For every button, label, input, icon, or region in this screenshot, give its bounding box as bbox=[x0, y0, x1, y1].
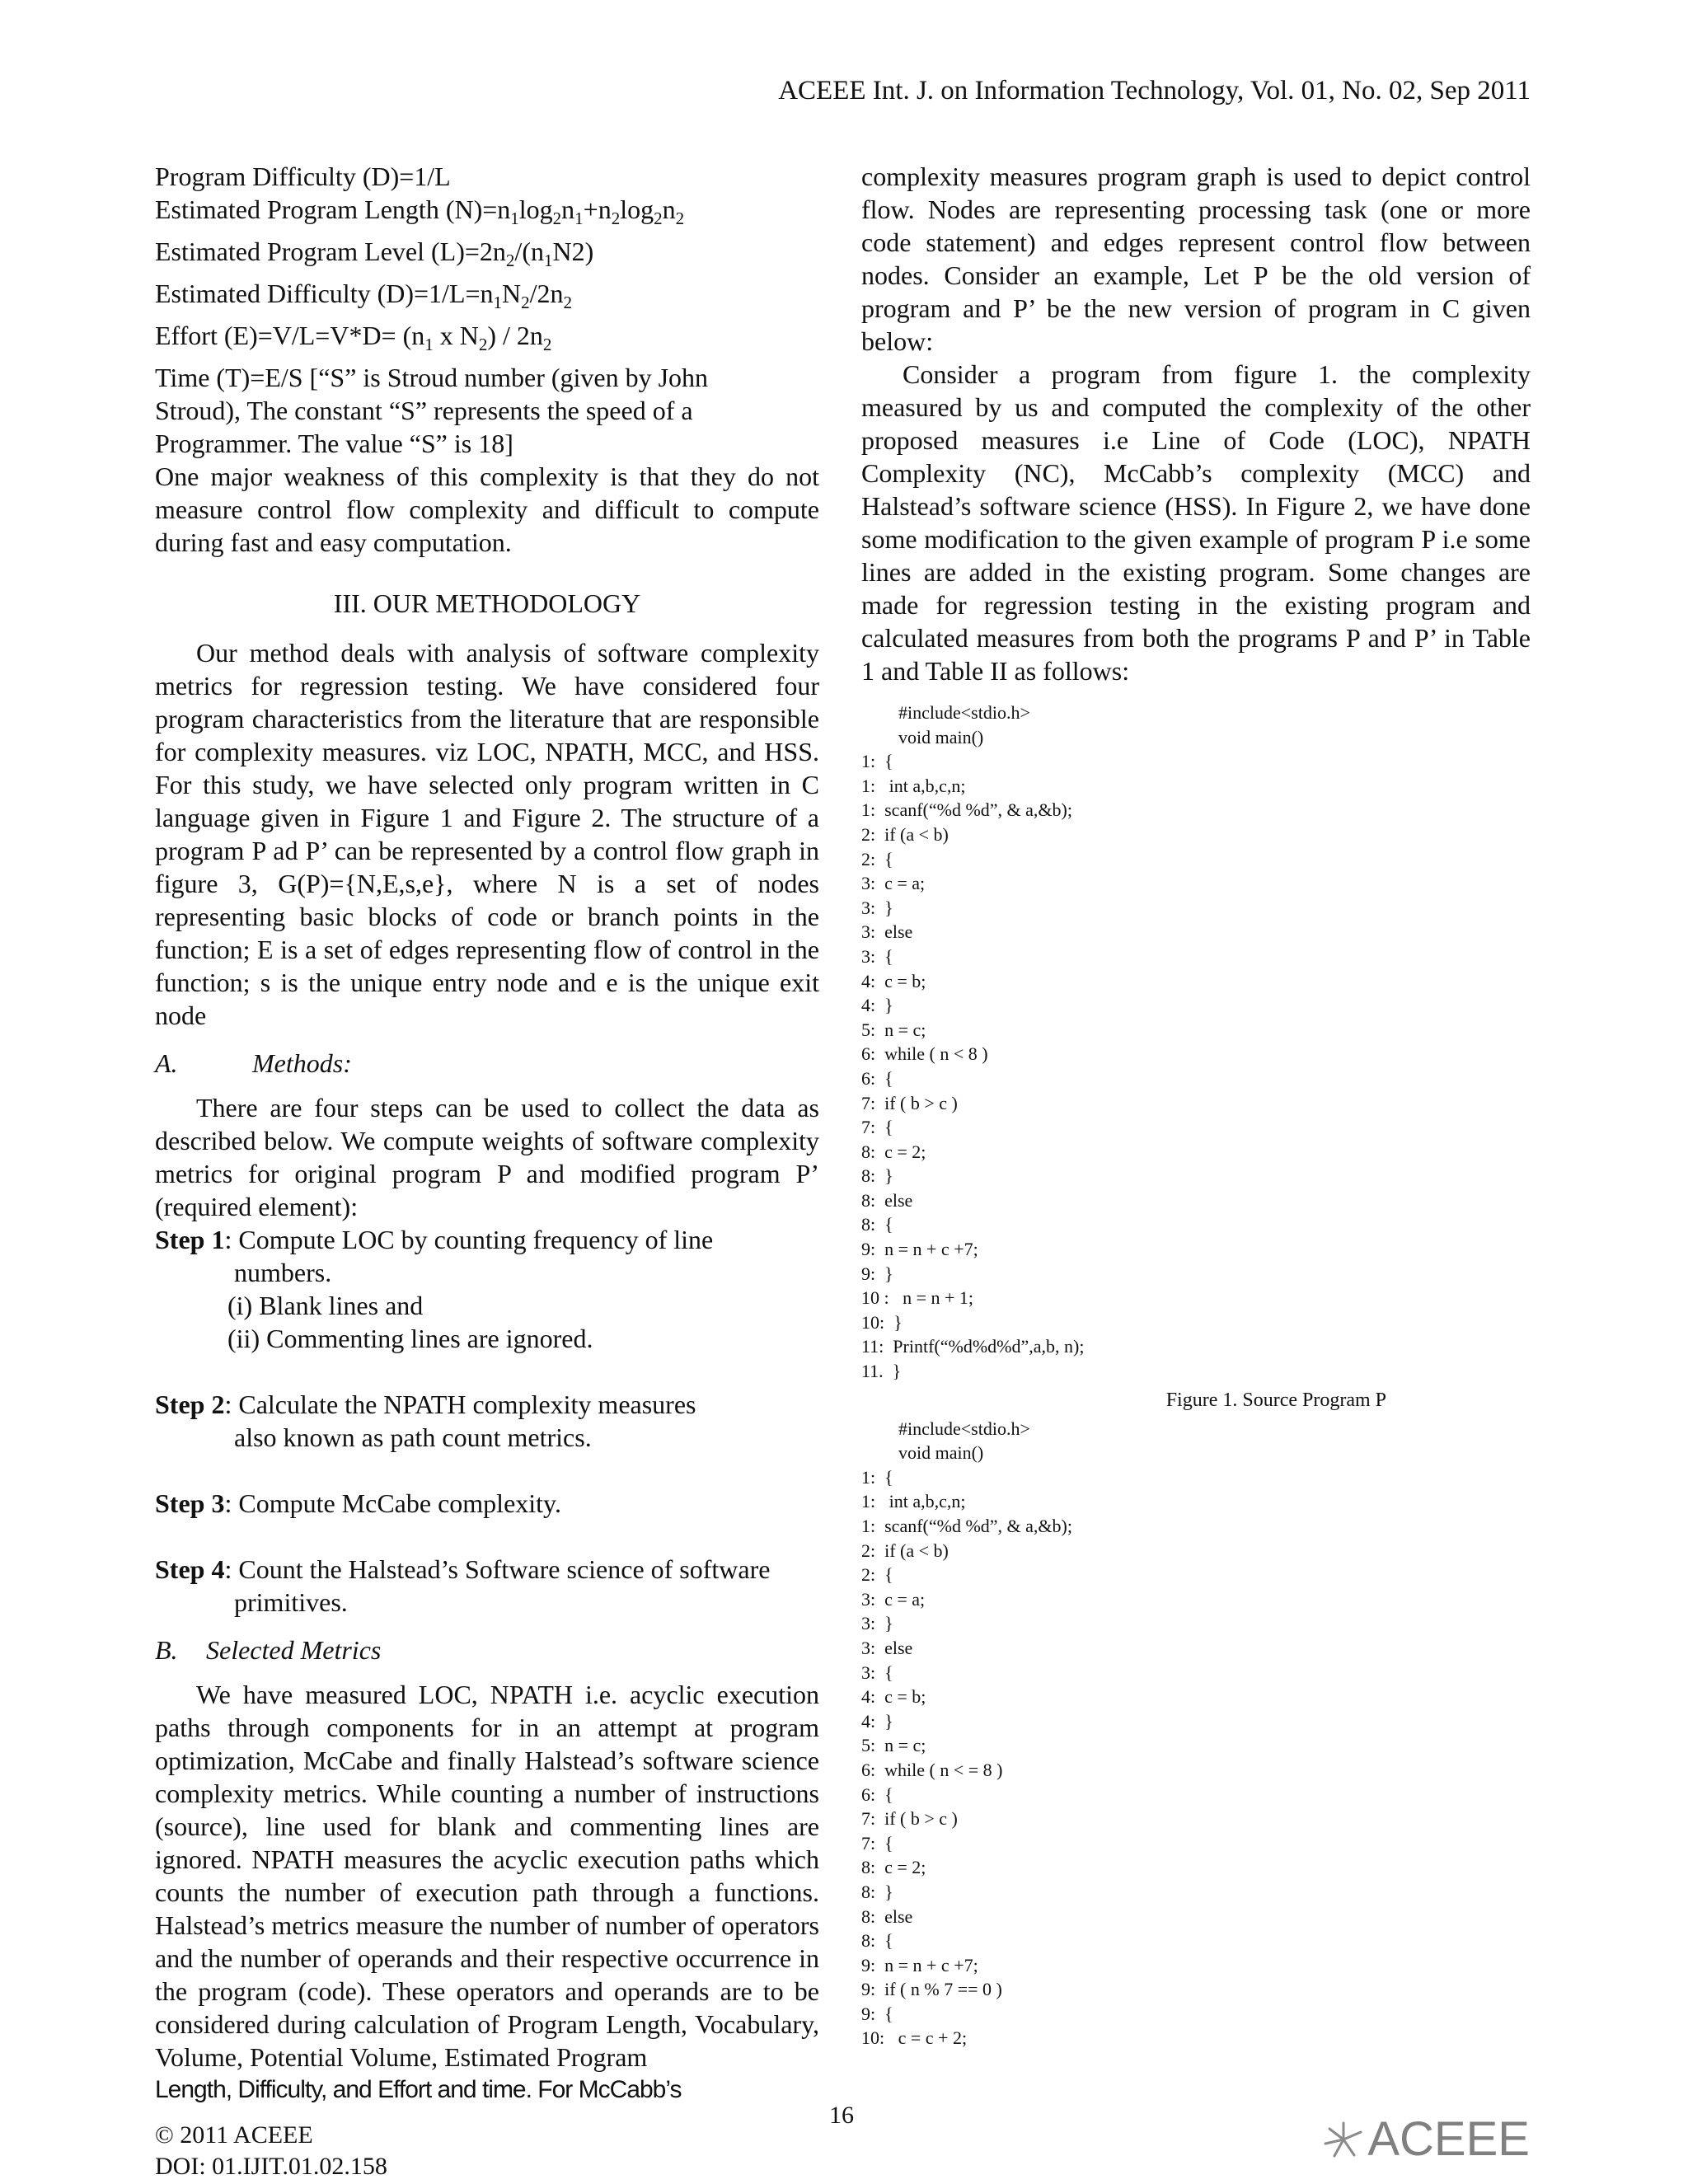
selected-metrics-last-line: Length, Difficulty, and Effort and time. For McCabb’s bbox=[155, 2076, 682, 2103]
code-line: 11: Printf(“%d%d%d”,a,b, n); bbox=[861, 1336, 1085, 1357]
doi: DOI: 01.IJIT.01.02.158 bbox=[155, 2153, 387, 2180]
code-line: 3: } bbox=[861, 1613, 893, 1634]
copyright: © 2011 ACEEE bbox=[155, 2121, 313, 2149]
code-line: 1: scanf(“%d %d”, & a,&b); bbox=[861, 1516, 1072, 1536]
code-line: 8: } bbox=[861, 1165, 893, 1187]
code-line: 6: { bbox=[861, 1067, 893, 1089]
code-line: 8: c = 2; bbox=[861, 1857, 926, 1878]
subsection-selected-metrics: B. Selected Metrics bbox=[155, 1635, 382, 1665]
code-line: 7: { bbox=[861, 1832, 893, 1854]
section-heading: III. OUR METHODOLOGY bbox=[333, 588, 641, 618]
aceee-logo bbox=[1323, 2111, 1530, 2167]
code-line: 2: { bbox=[861, 848, 893, 869]
code-line: 1: scanf(“%d %d”, & a,&b); bbox=[861, 799, 1072, 821]
code-line: 10 : n = n + 1; bbox=[861, 1287, 974, 1309]
code-line: 8: c = 2; bbox=[861, 1141, 926, 1162]
code-listing-p-prime bbox=[861, 1417, 1531, 2050]
footer-left bbox=[155, 2120, 387, 2182]
logo-text: ACEEE bbox=[1367, 2112, 1530, 2166]
code-line: 4: } bbox=[861, 995, 893, 1016]
code-header-line: void main() bbox=[898, 1442, 984, 1464]
code-line: 3: c = a; bbox=[861, 1588, 926, 1610]
code-line: 1: { bbox=[861, 751, 893, 772]
code-line: 8: } bbox=[861, 1881, 893, 1902]
code-line: 9: { bbox=[861, 2003, 893, 2024]
subsection-methods: A. Methods: bbox=[155, 1048, 352, 1078]
right-column bbox=[861, 160, 1531, 2050]
code-line: 7: { bbox=[861, 1117, 893, 1138]
code-line: 8: else bbox=[861, 1905, 913, 1927]
code-line: 2: if (a < b) bbox=[861, 823, 949, 845]
step-1: Step 1: Compute LOC by counting frequency of line bbox=[155, 1225, 714, 1254]
step-1-cont: numbers. bbox=[234, 1258, 332, 1287]
code-line: 1: int a,b,c,n; bbox=[861, 1491, 966, 1512]
code-line: 9: n = n + c +7; bbox=[861, 1954, 978, 1975]
code-line: 1: int a,b,c,n; bbox=[861, 775, 966, 796]
code-line: 9: } bbox=[861, 1263, 893, 1284]
step-4-cont: primitives. bbox=[234, 1587, 348, 1617]
code-line: 3: else bbox=[861, 921, 913, 943]
selected-metrics-paragraph: We have measured LOC, NPATH i.e. acyclic execution paths through components for in an attempt at program optimization, McCabe and finally Halstead’s software science complexity metrics. While counting a number of instructions (source), line used for blank and commenting lines are ignored. NPATH measures the acyclic execution paths which counts the number of execution path through a functions. Halstead’s metrics measure the number of number of operators and the number of operands and their respective occurrence in the program (code). These operators and operands are to be considered during calculation of Program Length, Vocabulary, Volume, Potential Volume, Estimated Program bbox=[155, 1680, 819, 2072]
code-line: 4: } bbox=[861, 1710, 893, 1732]
code-line: 7: if ( b > c ) bbox=[861, 1808, 958, 1830]
step-2: Step 2: Calculate the NPATH complexity measures bbox=[155, 1390, 696, 1419]
code-line: 3: else bbox=[861, 1637, 913, 1658]
methods-paragraph: There are four steps can be used to collect the data as described below. We compute weights of software complexity metrics for original program P and modified program P’ (required element): bbox=[155, 1093, 819, 1221]
right-paragraph-1: complexity measures program graph is used to depict control flow. Nodes are representing processing task (one or more code statement) and edges represent control flow between nodes. Consider an example, Let P be the old version of program and P’ be the new version of program in C given below: bbox=[861, 162, 1531, 356]
time-line-1: Time (T)=E/S [“S” is Stroud number (given by John bbox=[155, 363, 709, 392]
formula-difficulty: Program Difficulty (D)=1/L bbox=[155, 162, 451, 191]
running-header: ACEEE Int. J. on Information Technology, Vol. 01, No. 02, Sep 2011 bbox=[778, 76, 1531, 105]
code-line: 10: } bbox=[861, 1311, 903, 1333]
code-line: 3: } bbox=[861, 897, 893, 918]
code-line: 8: { bbox=[861, 1214, 893, 1235]
code-line: 1: { bbox=[861, 1466, 893, 1488]
step-4: Step 4: Count the Halstead’s Software science of software bbox=[155, 1554, 771, 1584]
code-line: 6: while ( n < = 8 ) bbox=[861, 1759, 1003, 1780]
code-line: 9: n = n + c +7; bbox=[861, 1239, 978, 1260]
code-line: 6: while ( n < 8 ) bbox=[861, 1043, 988, 1065]
formula-level: Estimated Program Level $(L)=2n_2/(n_1N2)$ bbox=[155, 237, 594, 270]
step-1-item-1: (i) Blank lines and bbox=[227, 1291, 424, 1320]
code-line: 3: c = a; bbox=[861, 873, 926, 894]
right-paragraph-2: Consider a program from figure 1. the complexity measured by us and computed the complexity of the other proposed measures i.e Line of Code (LOC), NPATH Complexity (NC), McCabb’s complexity (MCC) and Halstead’s software science (HSS). In Figure 2, we have done some modification to the given example of program P i.e some lines are added in the existing program. Some changes are made for regression testing in the existing program and calculated measures from both the programs P and P’ in Table 1 and Table II as follows: bbox=[861, 359, 1531, 686]
code-line: 6: { bbox=[861, 1783, 893, 1805]
code-header-line: #include<stdio.h> bbox=[898, 702, 1030, 723]
weakness-paragraph: One major weakness of this complexity is that they do not measure control flow complexity and difficult to compute during fast and easy computation. bbox=[155, 462, 819, 557]
left-column bbox=[155, 160, 819, 2107]
figure-1-caption: Figure 1. Source Program P bbox=[1165, 1389, 1386, 1411]
code-line: 8: else bbox=[861, 1189, 913, 1211]
code-header-line: #include<stdio.h> bbox=[898, 1418, 1030, 1439]
code-line: 3: { bbox=[861, 1661, 893, 1683]
step-1-item-2: (ii) Commenting lines are ignored. bbox=[227, 1324, 593, 1353]
time-line-3: Programmer. The value “S” is 18] bbox=[155, 429, 513, 458]
page-number: 16 bbox=[829, 2102, 854, 2129]
code-line: 11. } bbox=[861, 1361, 902, 1382]
step-3: Step 3: Compute McCabe complexity. bbox=[155, 1488, 561, 1518]
star-burst-icon bbox=[1323, 2121, 1364, 2158]
formula-effort: Effort $(E)=V/L=V*D= (n_1$ x $N_2) / 2n_2$ bbox=[155, 321, 552, 354]
formula-estimated-difficulty: Estimated Difficulty $(D)=1/L=n_1N_2/2n_2$ bbox=[155, 279, 573, 312]
code-line: 4: c = b; bbox=[861, 1686, 926, 1708]
code-line: 5: n = c; bbox=[861, 1019, 926, 1040]
step-2-cont: also known as path count metrics. bbox=[234, 1422, 592, 1452]
code-line: 4: c = b; bbox=[861, 970, 926, 991]
code-line: 10: c = c + 2; bbox=[861, 2027, 968, 2049]
code-line: 2: { bbox=[861, 1564, 893, 1586]
code-line: 8: { bbox=[861, 1930, 893, 1952]
methodology-paragraph: Our method deals with analysis of software complexity metrics for regression testing. We have considered four program characteristics from the literature that are responsible for complexity measures. viz LOC, NPATH, MCC, and HSS. For this study, we have selected only program written in C language given in Figure 1 and Figure 2. The structure of a program P ad P’ can be represented by a control flow graph in figure 3, G(P)={N,E,s,e}, where N is a set of nodes representing basic blocks of code or branch points in the function; E is a set of edges representing flow of control in the function; s is the unique entry node and e is the unique exit node bbox=[155, 638, 819, 1030]
time-line-2: Stroud), The constant “S” represents the speed of a bbox=[155, 396, 693, 425]
formula-length: Estimated Program Length $(N)=n_1\log_2n_1+n_2\log_2n_2$ bbox=[155, 194, 685, 228]
code-listing-p bbox=[861, 701, 1531, 1384]
code-line: 5: n = c; bbox=[861, 1735, 926, 1756]
code-line: 3: { bbox=[861, 945, 893, 967]
code-header-line: void main() bbox=[898, 726, 984, 748]
code-line: 2: if (a < b) bbox=[861, 1540, 949, 1561]
code-line: 7: if ( b > c ) bbox=[861, 1092, 958, 1113]
code-line: 9: if ( n % 7 == 0 ) bbox=[861, 1979, 1002, 2000]
